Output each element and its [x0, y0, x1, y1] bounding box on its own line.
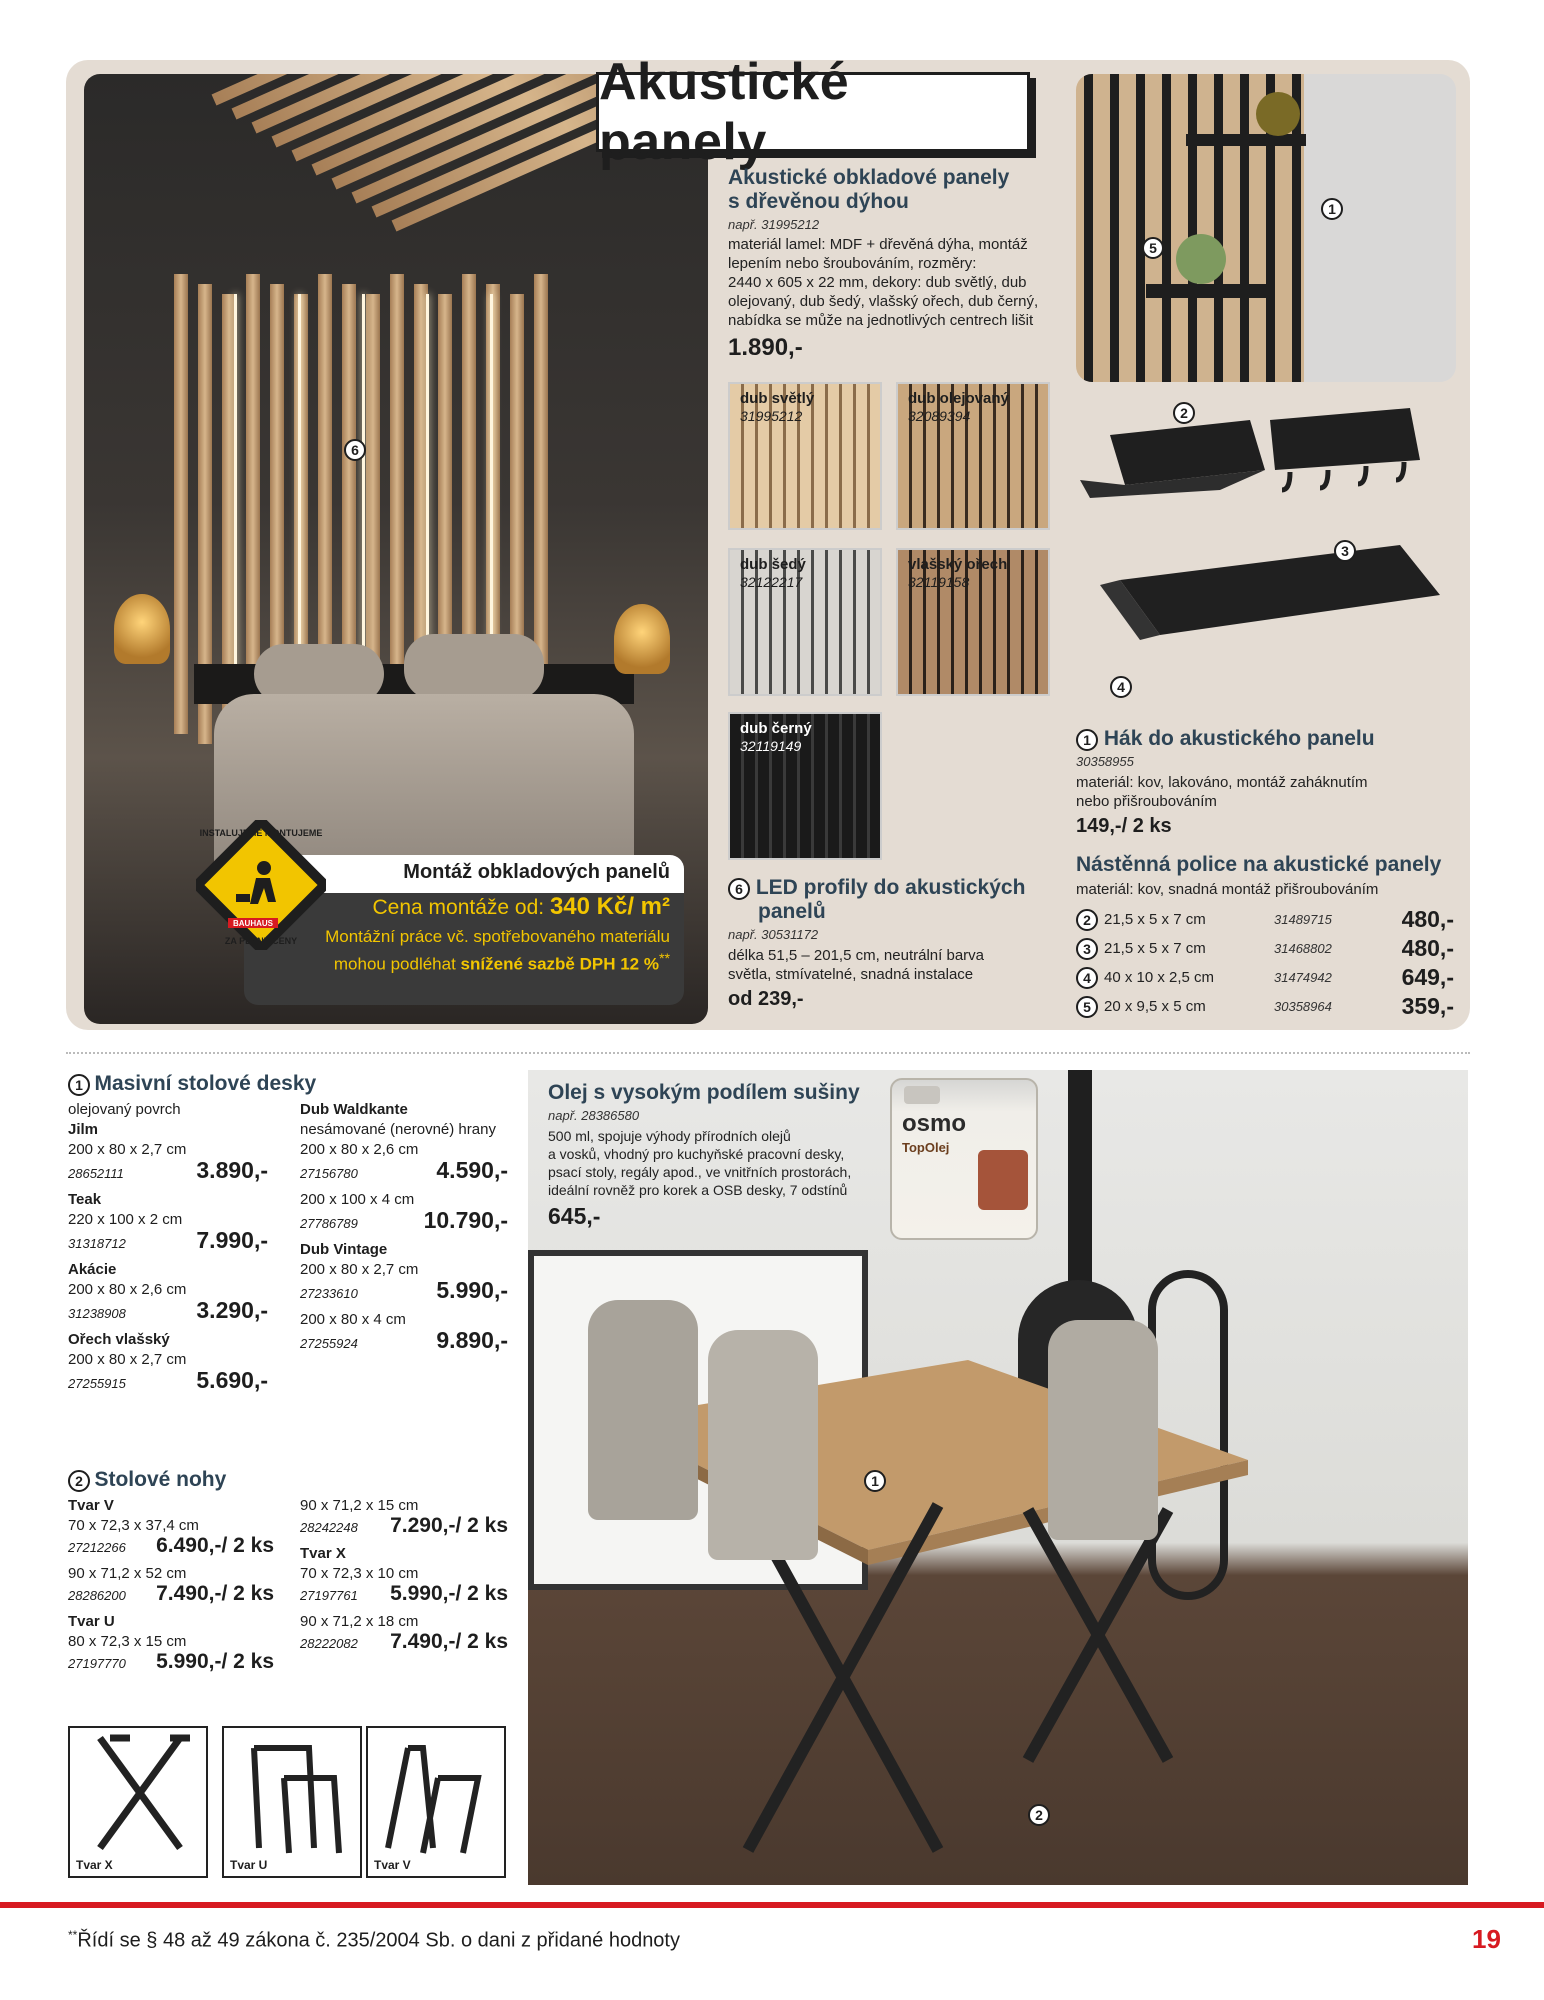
osmo-oil-can: osmo TopOlej — [890, 1078, 1038, 1240]
hook-title: Hák do akustického panelu — [1103, 727, 1375, 750]
table-price-row: 27255915 5.690,- — [68, 1367, 268, 1393]
montage-price-label: Cena montáže od: — [372, 896, 545, 919]
leg-price-row: 27197761 5.990,-/ 2 ks — [300, 1582, 508, 1605]
shelf-photo — [1076, 74, 1456, 382]
oil-desc: 500 ml, spojuje výhody přírodních olejů a vosků, vhodný pro kuchyňské pracovní desky, psací stoly, regály apod., ve vnitřních prostorách, ideální rovněž pro korek a OSB desky, 7 odstínů — [548, 1128, 852, 1198]
section-divider — [66, 1052, 1470, 1054]
hook-num: 1 — [1076, 729, 1098, 751]
tables-heading: 1 Masivní stolové desky — [68, 1072, 316, 1096]
shelf-title: Nástěnná police na akustické panely — [1076, 853, 1442, 876]
led-desc: délka 51,5 – 201,5 cm, neutrální barva světla, stmívatelné, snadná instalace — [728, 947, 984, 983]
shelf-row: 2 21,5 x 5 x 7 cm 31489715 480,- — [1076, 905, 1456, 934]
footer-rule — [0, 1902, 1544, 1908]
acoustic-panels-title-1: Akustické obkladové panely — [728, 166, 1010, 189]
shelf-row: 5 20 x 9,5 x 5 cm 30358964 359,- — [1076, 992, 1456, 1021]
montage-price: 340 Kč/ m² — [549, 893, 670, 920]
hook-block — [1076, 726, 1456, 838]
table-price-row: 28652111 3.890,- — [68, 1157, 268, 1183]
page-number: 19 — [1472, 1924, 1501, 1954]
leg-shape-v: Tvar V — [366, 1726, 506, 1878]
shelf-row: 4 40 x 10 x 2,5 cm 31474942 649,- — [1076, 963, 1456, 992]
led-num: 6 — [728, 878, 750, 900]
led-price: od 239,- — [728, 988, 804, 1010]
callout-dining-2: 2 — [1028, 1804, 1050, 1826]
swatch-dub-olejovany: dub olejovaný 32089394 — [896, 382, 1050, 530]
page-title-box — [596, 53, 1030, 171]
leg-price-row: 28242248 7.290,-/ 2 ks — [300, 1514, 508, 1537]
swatch-vlassky-orech: vlašský ořech 32119158 — [896, 548, 1050, 696]
oil-block — [548, 1080, 888, 1230]
led-block — [728, 876, 1048, 1011]
shelf-block — [1076, 852, 1456, 1021]
swatch-dub-sedy: dub šedý 32122217 — [728, 548, 882, 696]
oil-title: Olej s vysokým podílem sušiny — [548, 1081, 860, 1104]
montage-title: Montáž obkladových panelů — [244, 855, 684, 893]
footer-note: **Řídí se § 48 až 49 zákona č. 235/2004 Sb. o dani z přidané hodnoty — [68, 1928, 680, 1952]
leg-shape-u: Tvar U — [222, 1726, 362, 1878]
shelf-rows — [1076, 905, 1456, 1021]
tables-right-list: Dub Waldkante nesámované (nerovné) hrany 200 x 80 x 2,6 cm 27156780 4.590,- 200 x 100 x 4 cm 27786789 10.790,- Dub Vintage 200 x 80 x 2,7 cm 27233610 5.990,- 200 x 80 x 4 cm 27255924 9.890,- — [300, 1100, 508, 1360]
legs-heading: 2 Stolové nohy — [68, 1468, 226, 1492]
montage-note-2: mohou podléhat — [333, 954, 456, 974]
svg-text:BAUHAUS: BAUHAUS — [233, 919, 273, 928]
table-price-row: 27156780 4.590,- — [300, 1157, 508, 1183]
bauhaus-install-badge — [196, 820, 326, 950]
shelf-desc: materiál: kov, snadná montáž přišroubováním — [1076, 881, 1379, 898]
leg-price-row: 28286200 7.490,-/ 2 ks — [68, 1582, 274, 1605]
page-title: Akustické panely — [599, 53, 850, 171]
hook-desc: materiál: kov, lakováno, montáž zaháknutím nebo přišroubováním — [1076, 774, 1368, 810]
oil-item-no: např. 28386580 — [548, 1108, 640, 1123]
acoustic-panels-item-no: např. 31995212 — [728, 217, 820, 232]
swatch-dub-cerny: dub černý 32119149 — [728, 712, 882, 860]
oil-price: 645,- — [548, 1203, 601, 1229]
acoustic-panels-desc: materiál lamel: MDF + dřevěná dýha, montáž lepením nebo šroubováním, rozměry: 2440 x 605 x 22 mm, dekory: dub světlý, dub olejovaný, dub šedý, vlašský ořech, dub černý, nabídka se může na jednotlivých centrech lišit — [728, 236, 1039, 329]
led-item-no: např. 30531172 — [728, 927, 819, 942]
led-title-1: LED profily do akustických — [755, 876, 1026, 899]
svg-text:INSTALUJEME MONTUJEME: INSTALUJEME MONTUJEME — [199, 828, 323, 838]
acoustic-panels-title-2: s dřevěnou dýhou — [728, 190, 909, 213]
montage-note-1: Montážní práce vč. spotřebovaného materiálu — [325, 927, 670, 946]
swatch-dub-svetly: dub světlý 31995212 — [728, 382, 882, 530]
callout-6: 6 — [344, 439, 366, 461]
table-price-row: 27233610 5.990,- — [300, 1277, 508, 1303]
callout-5: 5 — [1142, 237, 1164, 259]
legs-left-list: Tvar V 70 x 72,3 x 37,4 cm 27212266 6.490,-/ 2 ks 90 x 71,2 x 52 cm 28286200 7.490,-/ 2 ks Tvar U 80 x 72,3 x 15 cm 27197770 5.990,-/ 2 ks — [68, 1496, 274, 1680]
hook-item-no: 30358955 — [1076, 754, 1134, 769]
acoustic-panels-price: 1.890,- — [728, 334, 803, 361]
table-price-row: 31238908 3.290,- — [68, 1297, 268, 1323]
leg-price-row: 27212266 6.490,-/ 2 ks — [68, 1534, 274, 1557]
montage-box: Cena montáže od: 340 Kč/ m² Montážní práce vč. spotřebovaného materiálu mohou podléhat snížené sazbě DPH 12 %** — [244, 855, 684, 1005]
leg-shape-x: Tvar X — [68, 1726, 208, 1878]
shelf-products-illustration — [1070, 390, 1470, 710]
callout-1: 1 — [1321, 198, 1343, 220]
shelf-row: 3 21,5 x 5 x 7 cm 31468802 480,- — [1076, 934, 1456, 963]
svg-text:ZA PEVNÉ CENY: ZA PEVNÉ CENY — [224, 936, 298, 946]
tables-left-list: olejovaný povrch Jilm 200 x 80 x 2,7 cm 28652111 3.890,- Teak 220 x 100 x 2 cm 31318712 7.990,- Akácie 200 x 80 x 2,6 cm 31238908 3.290,- Ořech vlašský 200 x 80 x 2,7 cm 27255915 5.690,- — [68, 1100, 268, 1400]
table-price-row: 27255924 9.890,- — [300, 1327, 508, 1353]
hook-price: 149,-/ 2 ks — [1076, 815, 1172, 837]
callout-3: 3 — [1334, 540, 1356, 562]
legs-right-list: 90 x 71,2 x 15 cm 28242248 7.290,-/ 2 ks Tvar X 70 x 72,3 x 10 cm 27197761 5.990,-/ 2 ks 90 x 71,2 x 18 cm 28222082 7.490,-/ 2 ks — [300, 1496, 508, 1660]
montage-note-bold: snížené sazbě DPH 12 % — [460, 954, 659, 974]
table-price-row: 31318712 7.990,- — [68, 1227, 268, 1253]
led-title-2: panelů — [758, 900, 826, 923]
acoustic-panels-block — [728, 166, 1058, 362]
leg-price-row: 27197770 5.990,-/ 2 ks — [68, 1650, 274, 1673]
callout-4: 4 — [1110, 676, 1132, 698]
callout-dining-1: 1 — [864, 1470, 886, 1492]
table-price-row: 27786789 10.790,- — [300, 1207, 508, 1233]
leg-price-row: 28222082 7.490,-/ 2 ks — [300, 1630, 508, 1653]
callout-2: 2 — [1173, 402, 1195, 424]
